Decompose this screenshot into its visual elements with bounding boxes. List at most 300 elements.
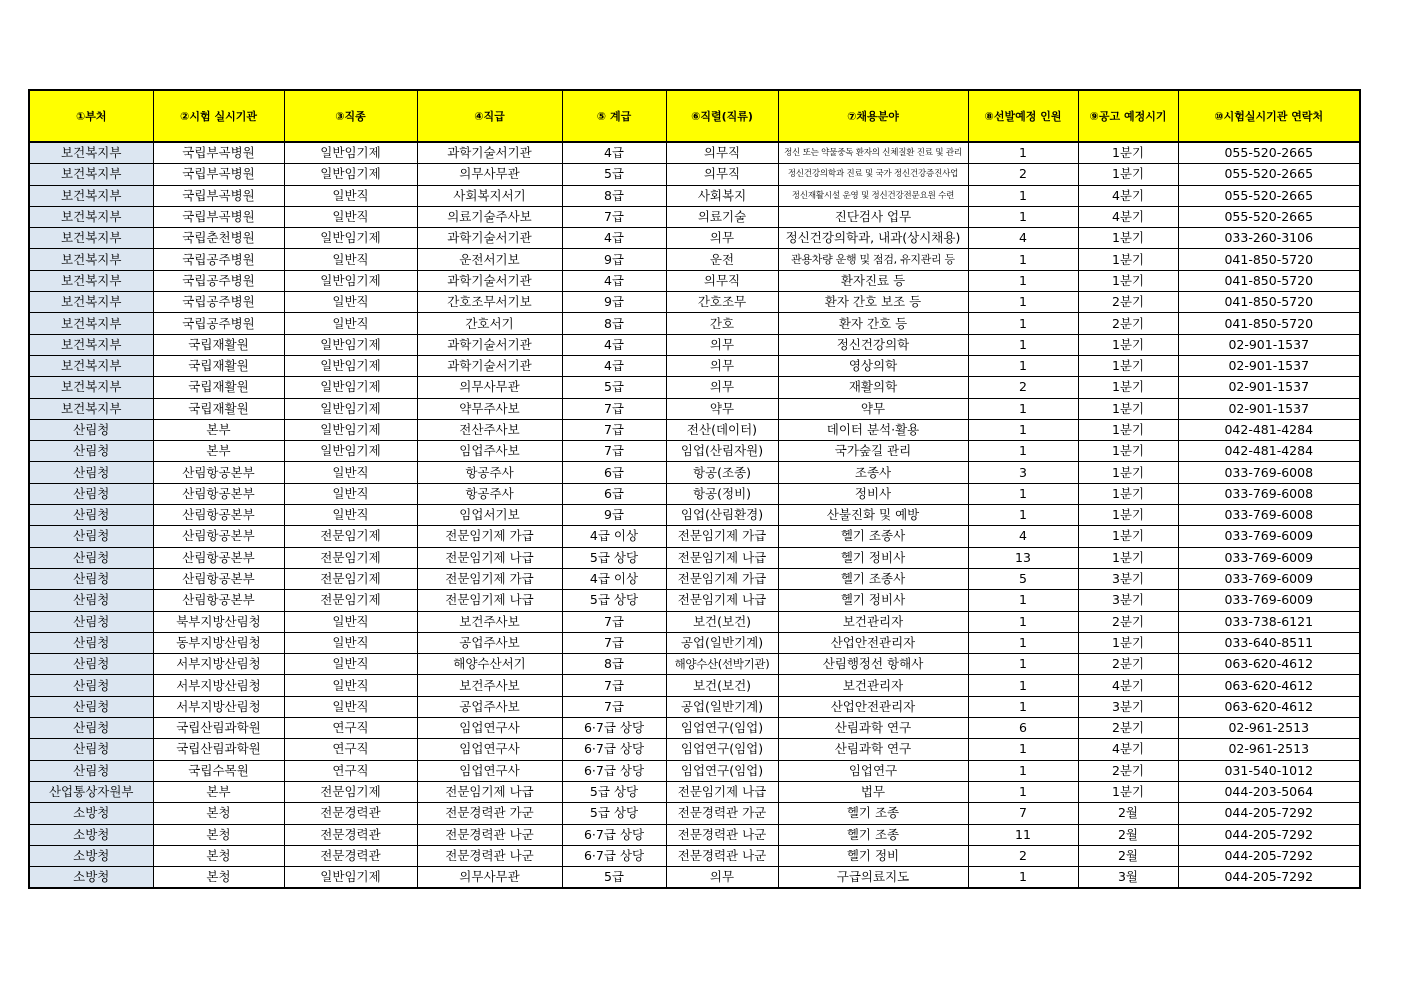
announcement-period-cell: 1분기: [1078, 462, 1178, 483]
ministry-cell: 보건복지부: [29, 292, 153, 313]
ministry-cell: 산업통상자원부: [29, 781, 153, 802]
headcount-cell: 1: [968, 313, 1078, 334]
position-grade-cell: 의무사무관: [417, 164, 562, 185]
ministry-cell: 산림청: [29, 590, 153, 611]
institution-cell: 국립재활원: [153, 398, 284, 419]
position-grade-cell: 공업주사보: [417, 632, 562, 653]
job-series-cell: 전문경력관 나군: [666, 845, 778, 866]
job-series-cell: 전문경력관 나군: [666, 824, 778, 845]
header-contact: ⑩시험실시기관 연락처: [1178, 90, 1360, 142]
headcount-cell: 1: [968, 355, 1078, 376]
contact-cell: 055-520-2665: [1178, 185, 1360, 206]
ministry-cell: 보건복지부: [29, 185, 153, 206]
job-series-cell: 항공(정비): [666, 483, 778, 504]
field-cell: 임업연구: [778, 760, 968, 781]
rank-cell: 8급: [562, 313, 666, 334]
field-cell: 법무: [778, 781, 968, 802]
rank-cell: 7급: [562, 441, 666, 462]
job-type-cell: 일반직: [284, 206, 417, 227]
field-cell: 정신건강의학과 진료 및 국가 정신건강증진사업: [778, 164, 968, 185]
contact-cell: 033-640-8511: [1178, 632, 1360, 653]
headcount-cell: 1: [968, 654, 1078, 675]
job-type-cell: 일반직: [284, 611, 417, 632]
ministry-cell: 보건복지부: [29, 334, 153, 355]
job-type-cell: 전문임기제: [284, 568, 417, 589]
job-series-cell: 전산(데이터): [666, 419, 778, 440]
institution-cell: 본부: [153, 781, 284, 802]
position-grade-cell: 임업연구사: [417, 718, 562, 739]
rank-cell: 5급 상당: [562, 590, 666, 611]
table-row: [29, 824, 1360, 845]
institution-cell: 국립재활원: [153, 334, 284, 355]
field-cell: 헬기 조종사: [778, 568, 968, 589]
header-institution: ②시험 실시기관: [153, 90, 284, 142]
job-type-cell: 일반직: [284, 654, 417, 675]
contact-cell: 042-481-4284: [1178, 441, 1360, 462]
job-series-cell: 전문임기제 나급: [666, 547, 778, 568]
announcement-period-cell: 1분기: [1078, 355, 1178, 376]
field-cell: 정신 또는 약물중독 환자의 신체질환 진료 및 관리: [778, 142, 968, 164]
position-grade-cell: 전문경력관 가군: [417, 803, 562, 824]
position-grade-cell: 전문경력관 나군: [417, 845, 562, 866]
rank-cell: 9급: [562, 292, 666, 313]
position-grade-cell: 과학기술서기관: [417, 270, 562, 291]
contact-cell: 044-205-7292: [1178, 803, 1360, 824]
position-grade-cell: 항공주사: [417, 483, 562, 504]
job-type-cell: 일반임기제: [284, 441, 417, 462]
announcement-period-cell: 1분기: [1078, 270, 1178, 291]
announcement-period-cell: 2분기: [1078, 292, 1178, 313]
rank-cell: 7급: [562, 696, 666, 717]
rank-cell: 7급: [562, 611, 666, 632]
contact-cell: 044-203-5064: [1178, 781, 1360, 802]
ministry-cell: 보건복지부: [29, 206, 153, 227]
job-series-cell: 전문임기제 나급: [666, 590, 778, 611]
institution-cell: 본청: [153, 867, 284, 889]
institution-cell: 국립재활원: [153, 355, 284, 376]
table-row: [29, 739, 1360, 760]
table-row: [29, 483, 1360, 504]
announcement-period-cell: 1분기: [1078, 505, 1178, 526]
table-row: [29, 590, 1360, 611]
header-field: ⑦채용분야: [778, 90, 968, 142]
headcount-cell: 1: [968, 270, 1078, 291]
table-row: [29, 568, 1360, 589]
position-grade-cell: 전문임기제 가급: [417, 526, 562, 547]
headcount-cell: 5: [968, 568, 1078, 589]
position-grade-cell: 사회복지서기: [417, 185, 562, 206]
headcount-cell: 2: [968, 377, 1078, 398]
job-series-cell: 해양수산(선박기관): [666, 654, 778, 675]
ministry-cell: 보건복지부: [29, 355, 153, 376]
institution-cell: 산림항공본부: [153, 568, 284, 589]
field-cell: 산림행정선 항해사: [778, 654, 968, 675]
field-cell: 헬기 정비사: [778, 590, 968, 611]
rank-cell: 6·7급 상당: [562, 760, 666, 781]
table-row: [29, 526, 1360, 547]
position-grade-cell: 임업서기보: [417, 505, 562, 526]
position-grade-cell: 전문경력관 나군: [417, 824, 562, 845]
table-row: [29, 547, 1360, 568]
headcount-cell: 1: [968, 206, 1078, 227]
job-series-cell: 공업(일반기계): [666, 696, 778, 717]
position-grade-cell: 해양수산서기: [417, 654, 562, 675]
table-row: [29, 398, 1360, 419]
contact-cell: 063-620-4612: [1178, 675, 1360, 696]
job-series-cell: 임업(산림자원): [666, 441, 778, 462]
rank-cell: 6·7급 상당: [562, 739, 666, 760]
headcount-cell: 4: [968, 228, 1078, 249]
institution-cell: 국립공주병원: [153, 270, 284, 291]
headcount-cell: 1: [968, 398, 1078, 419]
table-row: [29, 718, 1360, 739]
header-headcount: ⑧선발예정 인원: [968, 90, 1078, 142]
field-cell: 헬기 조종사: [778, 526, 968, 547]
rank-cell: 5급 상당: [562, 781, 666, 802]
rank-cell: 5급 상당: [562, 547, 666, 568]
announcement-period-cell: 1분기: [1078, 142, 1178, 164]
ministry-cell: 산림청: [29, 441, 153, 462]
job-series-cell: 임업연구(임업): [666, 760, 778, 781]
job-type-cell: 일반직: [284, 462, 417, 483]
rank-cell: 5급: [562, 377, 666, 398]
headcount-cell: 1: [968, 441, 1078, 462]
announcement-period-cell: 1분기: [1078, 526, 1178, 547]
ministry-cell: 소방청: [29, 803, 153, 824]
job-type-cell: 연구직: [284, 718, 417, 739]
rank-cell: 4급: [562, 270, 666, 291]
ministry-cell: 산림청: [29, 760, 153, 781]
rank-cell: 6·7급 상당: [562, 845, 666, 866]
institution-cell: 국립부곡병원: [153, 142, 284, 164]
institution-cell: 국립공주병원: [153, 313, 284, 334]
contact-cell: 044-205-7292: [1178, 845, 1360, 866]
announcement-period-cell: 1분기: [1078, 228, 1178, 249]
table-row: [29, 228, 1360, 249]
rank-cell: 4급: [562, 355, 666, 376]
headcount-cell: 1: [968, 867, 1078, 889]
table-row: [29, 675, 1360, 696]
contact-cell: 02-901-1537: [1178, 334, 1360, 355]
job-series-cell: 간호: [666, 313, 778, 334]
header-ministry: ①부처: [29, 90, 153, 142]
table-row: [29, 377, 1360, 398]
job-series-cell: 의무: [666, 867, 778, 889]
announcement-period-cell: 4분기: [1078, 206, 1178, 227]
position-grade-cell: 전문임기제 나급: [417, 590, 562, 611]
position-grade-cell: 보건주사보: [417, 611, 562, 632]
headcount-cell: 1: [968, 249, 1078, 270]
contact-cell: 033-769-6009: [1178, 590, 1360, 611]
contact-cell: 033-769-6008: [1178, 462, 1360, 483]
announcement-period-cell: 1분기: [1078, 781, 1178, 802]
headcount-cell: 1: [968, 334, 1078, 355]
announcement-period-cell: 1분기: [1078, 441, 1178, 462]
contact-cell: 033-769-6009: [1178, 568, 1360, 589]
headcount-cell: 2: [968, 845, 1078, 866]
institution-cell: 국립부곡병원: [153, 164, 284, 185]
ministry-cell: 보건복지부: [29, 164, 153, 185]
headcount-cell: 1: [968, 292, 1078, 313]
job-type-cell: 일반직: [284, 632, 417, 653]
job-type-cell: 전문경력관: [284, 803, 417, 824]
field-cell: 헬기 정비사: [778, 547, 968, 568]
headcount-cell: 1: [968, 185, 1078, 206]
position-grade-cell: 과학기술서기관: [417, 142, 562, 164]
announcement-period-cell: 4분기: [1078, 675, 1178, 696]
headcount-cell: 1: [968, 696, 1078, 717]
position-grade-cell: 운전서기보: [417, 249, 562, 270]
rank-cell: 8급: [562, 654, 666, 675]
announcement-period-cell: 3분기: [1078, 590, 1178, 611]
ministry-cell: 산림청: [29, 739, 153, 760]
announcement-period-cell: 3월: [1078, 867, 1178, 889]
ministry-cell: 보건복지부: [29, 228, 153, 249]
institution-cell: 서부지방산림청: [153, 696, 284, 717]
rank-cell: 4급: [562, 142, 666, 164]
ministry-cell: 산림청: [29, 483, 153, 504]
job-type-cell: 일반임기제: [284, 867, 417, 889]
ministry-cell: 보건복지부: [29, 142, 153, 164]
institution-cell: 서부지방산림청: [153, 675, 284, 696]
table-row: [29, 292, 1360, 313]
headcount-cell: 1: [968, 739, 1078, 760]
announcement-period-cell: 2분기: [1078, 654, 1178, 675]
contact-cell: 033-769-6008: [1178, 483, 1360, 504]
announcement-period-cell: 1분기: [1078, 334, 1178, 355]
field-cell: 데이터 분석·활용: [778, 419, 968, 440]
contact-cell: 02-901-1537: [1178, 377, 1360, 398]
job-type-cell: 일반임기제: [284, 270, 417, 291]
announcement-period-cell: 2월: [1078, 845, 1178, 866]
field-cell: 정신건강의학과, 내과(상시채용): [778, 228, 968, 249]
job-series-cell: 의무: [666, 377, 778, 398]
institution-cell: 본청: [153, 845, 284, 866]
rank-cell: 4급 이상: [562, 526, 666, 547]
job-series-cell: 임업연구(임업): [666, 718, 778, 739]
table-row: [29, 611, 1360, 632]
field-cell: 정신건강의학: [778, 334, 968, 355]
job-type-cell: 연구직: [284, 739, 417, 760]
job-series-cell: 의무: [666, 355, 778, 376]
contact-cell: 02-961-2513: [1178, 718, 1360, 739]
ministry-cell: 보건복지부: [29, 249, 153, 270]
announcement-period-cell: 2월: [1078, 824, 1178, 845]
rank-cell: 7급: [562, 632, 666, 653]
job-series-cell: 전문경력관 가군: [666, 803, 778, 824]
institution-cell: 국립산림과학원: [153, 739, 284, 760]
rank-cell: 7급: [562, 398, 666, 419]
contact-cell: 044-205-7292: [1178, 867, 1360, 889]
job-series-cell: 의무직: [666, 270, 778, 291]
position-grade-cell: 임업연구사: [417, 739, 562, 760]
field-cell: 영상의학: [778, 355, 968, 376]
institution-cell: 국립공주병원: [153, 292, 284, 313]
institution-cell: 본청: [153, 803, 284, 824]
contact-cell: 044-205-7292: [1178, 824, 1360, 845]
institution-cell: 국립춘천병원: [153, 228, 284, 249]
table-row: [29, 142, 1360, 164]
field-cell: 보건관리자: [778, 611, 968, 632]
institution-cell: 산림항공본부: [153, 526, 284, 547]
ministry-cell: 산림청: [29, 654, 153, 675]
job-series-cell: 의무: [666, 334, 778, 355]
table-row: [29, 654, 1360, 675]
announcement-period-cell: 2분기: [1078, 313, 1178, 334]
table-row: [29, 313, 1360, 334]
table-row: [29, 355, 1360, 376]
announcement-period-cell: 3분기: [1078, 696, 1178, 717]
header-job-type: ③직종: [284, 90, 417, 142]
headcount-cell: 1: [968, 483, 1078, 504]
contact-cell: 031-540-1012: [1178, 760, 1360, 781]
institution-cell: 본부: [153, 441, 284, 462]
rank-cell: 4급 이상: [562, 568, 666, 589]
job-type-cell: 전문임기제: [284, 781, 417, 802]
table-row: [29, 781, 1360, 802]
job-series-cell: 전문임기제 나급: [666, 781, 778, 802]
table-row: [29, 441, 1360, 462]
ministry-cell: 산림청: [29, 718, 153, 739]
job-series-cell: 약무: [666, 398, 778, 419]
table-row: [29, 696, 1360, 717]
headcount-cell: 13: [968, 547, 1078, 568]
table-row: [29, 164, 1360, 185]
announcement-period-cell: 1분기: [1078, 398, 1178, 419]
field-cell: 산업안전관리자: [778, 632, 968, 653]
position-grade-cell: 간호서기: [417, 313, 562, 334]
ministry-cell: 산림청: [29, 547, 153, 568]
headcount-cell: 1: [968, 632, 1078, 653]
announcement-period-cell: 2분기: [1078, 718, 1178, 739]
position-grade-cell: 전문임기제 나급: [417, 781, 562, 802]
job-series-cell: 전문임기제 가급: [666, 526, 778, 547]
announcement-period-cell: 2분기: [1078, 760, 1178, 781]
recruitment-plan-table: [28, 89, 1361, 889]
contact-cell: 055-520-2665: [1178, 142, 1360, 164]
contact-cell: 041-850-5720: [1178, 292, 1360, 313]
ministry-cell: 보건복지부: [29, 313, 153, 334]
header-announcement-period: ⑨공고 예정시기: [1078, 90, 1178, 142]
announcement-period-cell: 4분기: [1078, 739, 1178, 760]
position-grade-cell: 약무주사보: [417, 398, 562, 419]
field-cell: 환자 간호 보조 등: [778, 292, 968, 313]
job-type-cell: 일반직: [284, 185, 417, 206]
contact-cell: 055-520-2665: [1178, 206, 1360, 227]
job-type-cell: 전문경력관: [284, 845, 417, 866]
institution-cell: 산림항공본부: [153, 483, 284, 504]
position-grade-cell: 과학기술서기관: [417, 334, 562, 355]
rank-cell: 5급 상당: [562, 803, 666, 824]
table-row: [29, 760, 1360, 781]
institution-cell: 산림항공본부: [153, 462, 284, 483]
position-grade-cell: 의무사무관: [417, 377, 562, 398]
table-row: [29, 249, 1360, 270]
contact-cell: 063-620-4612: [1178, 654, 1360, 675]
field-cell: 정신재활시설 운영 및 정신건강전문요원 수련: [778, 185, 968, 206]
ministry-cell: 산림청: [29, 696, 153, 717]
position-grade-cell: 보건주사보: [417, 675, 562, 696]
position-grade-cell: 과학기술서기관: [417, 228, 562, 249]
table-row: [29, 462, 1360, 483]
headcount-cell: 11: [968, 824, 1078, 845]
job-series-cell: 전문임기제 가급: [666, 568, 778, 589]
job-type-cell: 일반직: [284, 292, 417, 313]
ministry-cell: 산림청: [29, 675, 153, 696]
job-type-cell: 전문임기제: [284, 526, 417, 547]
field-cell: 조종사: [778, 462, 968, 483]
job-type-cell: 일반임기제: [284, 398, 417, 419]
job-series-cell: 공업(일반기계): [666, 632, 778, 653]
institution-cell: 서부지방산림청: [153, 654, 284, 675]
announcement-period-cell: 1분기: [1078, 419, 1178, 440]
rank-cell: 4급: [562, 228, 666, 249]
field-cell: 산업안전관리자: [778, 696, 968, 717]
ministry-cell: 산림청: [29, 462, 153, 483]
position-grade-cell: 의무사무관: [417, 867, 562, 889]
rank-cell: 6·7급 상당: [562, 824, 666, 845]
headcount-cell: 1: [968, 419, 1078, 440]
contact-cell: 041-850-5720: [1178, 313, 1360, 334]
position-grade-cell: 공업주사보: [417, 696, 562, 717]
contact-cell: 033-769-6008: [1178, 505, 1360, 526]
ministry-cell: 보건복지부: [29, 377, 153, 398]
job-type-cell: 전문임기제: [284, 547, 417, 568]
ministry-cell: 소방청: [29, 824, 153, 845]
job-type-cell: 연구직: [284, 760, 417, 781]
rank-cell: 6·7급 상당: [562, 718, 666, 739]
field-cell: 진단검사 업무: [778, 206, 968, 227]
rank-cell: 4급: [562, 334, 666, 355]
job-type-cell: 일반직: [284, 313, 417, 334]
job-type-cell: 일반직: [284, 675, 417, 696]
announcement-period-cell: 1분기: [1078, 164, 1178, 185]
job-series-cell: 의무직: [666, 142, 778, 164]
headcount-cell: 3: [968, 462, 1078, 483]
job-type-cell: 일반직: [284, 249, 417, 270]
announcement-period-cell: 1분기: [1078, 249, 1178, 270]
ministry-cell: 보건복지부: [29, 270, 153, 291]
field-cell: 국가숲길 관리: [778, 441, 968, 462]
position-grade-cell: 항공주사: [417, 462, 562, 483]
headcount-cell: 1: [968, 590, 1078, 611]
ministry-cell: 소방청: [29, 845, 153, 866]
contact-cell: 041-850-5720: [1178, 270, 1360, 291]
table-row: [29, 419, 1360, 440]
contact-cell: 033-738-6121: [1178, 611, 1360, 632]
contact-cell: 033-769-6009: [1178, 526, 1360, 547]
ministry-cell: 산림청: [29, 632, 153, 653]
field-cell: 산림과학 연구: [778, 739, 968, 760]
contact-cell: 02-901-1537: [1178, 355, 1360, 376]
table-row: [29, 270, 1360, 291]
announcement-period-cell: 1분기: [1078, 547, 1178, 568]
institution-cell: 본청: [153, 824, 284, 845]
field-cell: 환자진료 등: [778, 270, 968, 291]
field-cell: 헬기 조종: [778, 824, 968, 845]
institution-cell: 북부지방산림청: [153, 611, 284, 632]
header-row: [29, 90, 1360, 142]
position-grade-cell: 전문임기제 가급: [417, 568, 562, 589]
job-type-cell: 일반임기제: [284, 355, 417, 376]
institution-cell: 국립재활원: [153, 377, 284, 398]
contact-cell: 02-901-1537: [1178, 398, 1360, 419]
job-series-cell: 임업연구(임업): [666, 739, 778, 760]
contact-cell: 033-769-6009: [1178, 547, 1360, 568]
field-cell: 관용차량 운행 및 점검, 유지관리 등: [778, 249, 968, 270]
announcement-period-cell: 1분기: [1078, 377, 1178, 398]
table-row: [29, 206, 1360, 227]
